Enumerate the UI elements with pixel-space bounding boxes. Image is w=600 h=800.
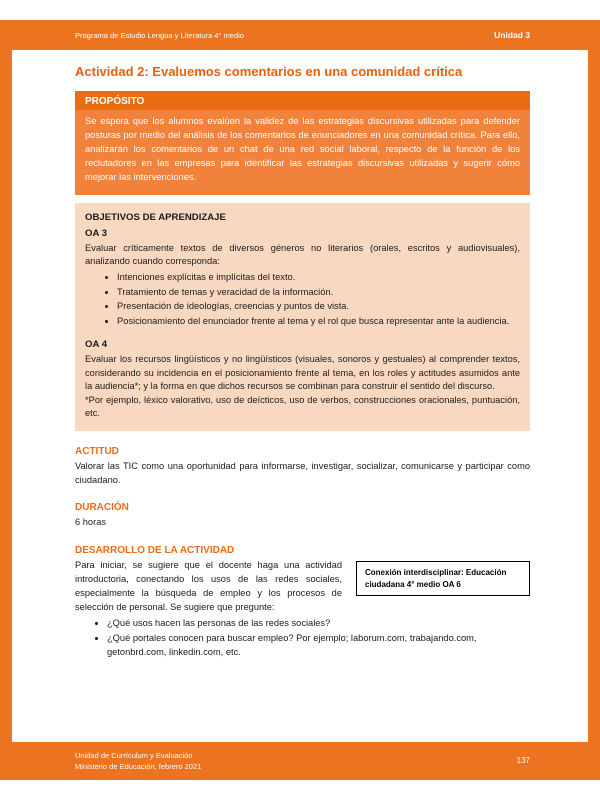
desarrollo-question-list — [75, 617, 530, 660]
proposito-box — [75, 91, 530, 195]
oa3-bullet-item: • Tratamiento de temas y veracidad de la información. — [117, 286, 520, 299]
actitud-heading: ACTITUD — [75, 445, 119, 457]
oa4-label: OA 4 — [85, 339, 108, 351]
question-item: • ¿Qué portales conocen para buscar empleo? Por ejemplo; laborum.com, trabajando.com, getonbrd.com, linkedin.com, etc. — [107, 632, 530, 660]
oa3-bullet-list — [85, 271, 520, 328]
question-item: • ¿Qué usos hacen las personas de las redes sociales? — [107, 617, 530, 631]
desarrollo-block — [75, 559, 530, 660]
page-footer-band — [0, 742, 600, 780]
actitud-body: Valorar las TIC como una oportunidad para informarse, investigar, socializar, comunicarse y participar como ciudadano. — [75, 460, 530, 485]
footer-line1: Unidad de Currículum y Evaluación — [75, 750, 193, 760]
page-header-band — [0, 20, 600, 50]
oa3-label: OA 3 — [85, 227, 108, 239]
oa3-intro: Evaluar críticamente textos de diversos géneros no literarios (orales, escritos y audiovisuales), analizando cuando corresponda: — [85, 242, 520, 266]
oa3-bullet-item: • Posicionamiento del enunciador frente al tema y el rol que busca representar ante la audiencia. — [117, 315, 520, 328]
desarrollo-heading: DESARROLLO DE LA ACTIVIDAD — [75, 545, 235, 557]
duracion-value: 6 horas — [75, 517, 107, 528]
oa4-note: *Por ejemplo, léxico valorativo, uso de deícticos, uso de verbos, construcciones oracionales, puntuación, etc. — [85, 394, 520, 419]
oa3-bullet-item: • Intenciones explícitas e implícitas del texto. — [117, 271, 520, 284]
header-unit-label: Unidad 3 — [494, 30, 530, 40]
proposito-body: Se espera que los alumnos evalúen la validez de las estrategias discursivas utilizadas para defender posturas por medio del análisis de los comentarios de enunciadores en una comunidad crítica. Para ello, analizarán los comentarios de un chat de una red social laboral, respecto de la función de los reclutadores en las empresas para identificar las estrategias discursivas utilizadas y sugerir cómo mejorar las intervenciones. — [75, 110, 530, 195]
footer-credits — [75, 750, 201, 773]
activity-title: Actividad 2: Evaluemos comentarios en una comunidad crítica — [75, 64, 463, 79]
oa3-bullet-item: • Presentación de ideologías, creencias y puntos de vista. — [117, 300, 520, 313]
connection-label: Conexión interdisciplinar: — [365, 568, 464, 578]
duracion-heading: DURACIÓN — [75, 502, 129, 514]
header-program-title: Programa de Estudio Lengua y Literatura 4° medio — [75, 30, 244, 40]
page-content — [75, 50, 530, 661]
page-frame-left — [0, 20, 12, 780]
page-frame-right — [588, 20, 600, 780]
connection-box — [356, 561, 530, 595]
proposito-heading: PROPÓSITO — [75, 91, 530, 110]
objetivos-heading: OBJETIVOS DE APRENDIZAJE — [85, 211, 226, 223]
desarrollo-intro: Para iniciar, se sugiere que el docente haga una actividad introductoria, conectando los usos de las redes sociales, especialmente la búsqueda de empleo y los procesos de selección de personal. Se sugiere que pregunte: — [75, 560, 342, 613]
footer-line2: Ministerio de Educación, febrero 2021 — [75, 762, 202, 771]
page-number: 137 — [516, 756, 530, 765]
oa4-body: Evaluar los recursos lingüísticos y no lingüísticos (visuales, sonoros y gestuales) al comprender textos, considerando su incidencia en el posicionamiento frente al tema, en los roles y actitudes asumidos ante la audiencia*; y la forma en que dichos recursos se combinan para construir el sentido del discurso. — [85, 354, 520, 392]
connection-body: Educación ciudadana 4° medio OA 6 — [365, 568, 507, 589]
objetivos-box — [75, 203, 530, 431]
